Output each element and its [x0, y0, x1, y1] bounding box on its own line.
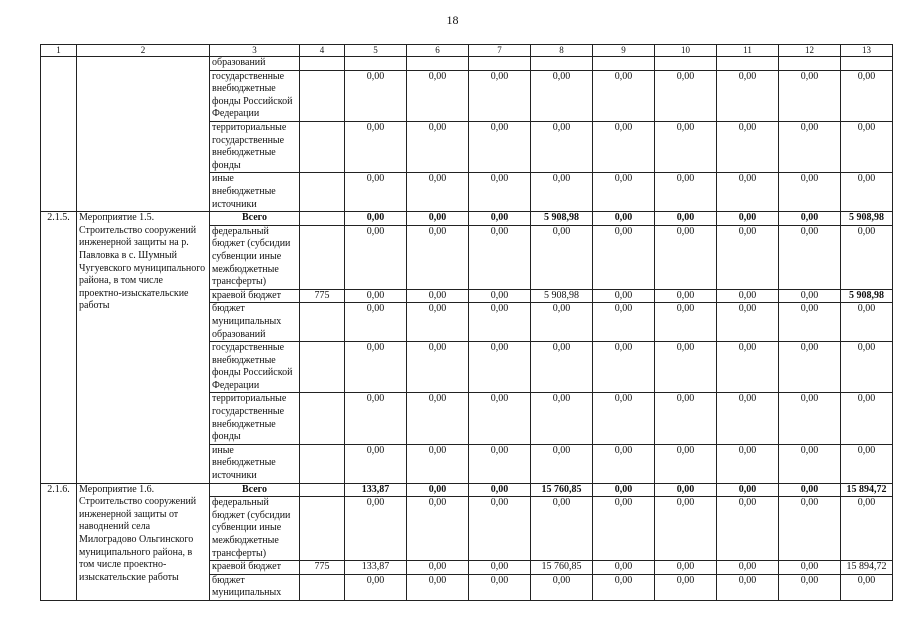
amount-cell: 0,00 [407, 121, 469, 172]
column-number: 3 [210, 45, 300, 57]
amount-cell: 0,00 [717, 444, 779, 483]
budget-code [300, 574, 345, 600]
amount-cell: 0,00 [469, 483, 531, 497]
amount-cell: 5 908,98 [841, 289, 893, 303]
amount-cell: 0,00 [779, 173, 841, 212]
amount-cell: 0,00 [779, 497, 841, 561]
amount-cell: 0,00 [531, 70, 593, 121]
amount-cell: 0,00 [469, 173, 531, 212]
budget-code [300, 393, 345, 444]
amount-cell: 0,00 [593, 574, 655, 600]
amount-cell: 0,00 [779, 444, 841, 483]
funding-source: бюджет муниципальных [210, 574, 300, 600]
amount-cell: 0,00 [531, 574, 593, 600]
amount-cell: 0,00 [779, 225, 841, 289]
column-number: 11 [717, 45, 779, 57]
amount-cell: 0,00 [717, 173, 779, 212]
amount-cell: 0,00 [841, 497, 893, 561]
amount-cell: 0,00 [779, 303, 841, 342]
column-number: 4 [300, 45, 345, 57]
budget-code [300, 70, 345, 121]
amount-cell: 0,00 [717, 574, 779, 600]
amount-cell: 0,00 [593, 303, 655, 342]
amount-cell: 5 908,98 [841, 212, 893, 226]
item-name: Мероприятие 1.5. Строительство сооружений инженерной защиты на р. Павловка в с. Шумный Чугуевского муниципального района, в том числе проектно-изыскательские работы [77, 212, 210, 484]
amount-cell: 0,00 [841, 342, 893, 393]
amount-cell: 0,00 [655, 70, 717, 121]
amount-cell: 0,00 [655, 393, 717, 444]
amount-cell: 0,00 [717, 212, 779, 226]
amount-cell: 0,00 [593, 497, 655, 561]
amount-cell [779, 57, 841, 71]
column-number: 7 [469, 45, 531, 57]
column-number: 10 [655, 45, 717, 57]
amount-cell: 0,00 [593, 393, 655, 444]
amount-cell: 0,00 [469, 444, 531, 483]
budget-code [300, 497, 345, 561]
amount-cell: 0,00 [345, 303, 407, 342]
amount-cell: 0,00 [717, 70, 779, 121]
amount-cell [841, 57, 893, 71]
amount-cell: 0,00 [655, 121, 717, 172]
amount-cell: 0,00 [655, 303, 717, 342]
item-name [77, 57, 210, 212]
amount-cell: 0,00 [655, 212, 717, 226]
funding-source: краевой бюджет [210, 289, 300, 303]
amount-cell: 0,00 [655, 574, 717, 600]
amount-cell: 0,00 [841, 574, 893, 600]
amount-cell: 0,00 [841, 121, 893, 172]
amount-cell: 0,00 [779, 289, 841, 303]
budget-code: 775 [300, 561, 345, 575]
amount-cell [469, 57, 531, 71]
amount-cell: 0,00 [593, 121, 655, 172]
amount-cell: 0,00 [345, 444, 407, 483]
amount-cell: 5 908,98 [531, 212, 593, 226]
amount-cell: 0,00 [779, 393, 841, 444]
amount-cell: 0,00 [841, 444, 893, 483]
amount-cell: 0,00 [345, 574, 407, 600]
amount-cell: 0,00 [779, 574, 841, 600]
budget-code [300, 342, 345, 393]
amount-cell: 0,00 [841, 393, 893, 444]
table-row [41, 212, 893, 226]
amount-cell [593, 57, 655, 71]
amount-cell: 0,00 [655, 289, 717, 303]
funding-source: государственные внебюджетные фонды Российской Федерации [210, 70, 300, 121]
amount-cell: 0,00 [345, 212, 407, 226]
amount-cell: 15 894,72 [841, 483, 893, 497]
amount-cell: 0,00 [531, 121, 593, 172]
budget-code [300, 225, 345, 289]
amount-cell: 0,00 [469, 497, 531, 561]
amount-cell: 0,00 [407, 289, 469, 303]
column-number: 13 [841, 45, 893, 57]
amount-cell [717, 57, 779, 71]
amount-cell: 15 760,85 [531, 561, 593, 575]
amount-cell: 0,00 [655, 561, 717, 575]
amount-cell: 0,00 [531, 303, 593, 342]
table-row [41, 57, 893, 71]
amount-cell: 0,00 [407, 303, 469, 342]
amount-cell: 0,00 [717, 342, 779, 393]
item-code: 2.1.6. [41, 483, 77, 600]
amount-cell: 0,00 [407, 444, 469, 483]
funding-source: образований [210, 57, 300, 71]
budget-code [300, 173, 345, 212]
amount-cell: 0,00 [655, 173, 717, 212]
funding-source: краевой бюджет [210, 561, 300, 575]
amount-cell: 0,00 [407, 497, 469, 561]
budget-code [300, 212, 345, 226]
column-number: 12 [779, 45, 841, 57]
amount-cell: 0,00 [469, 212, 531, 226]
amount-cell: 0,00 [593, 173, 655, 212]
funding-source: Всего [210, 483, 300, 497]
amount-cell: 0,00 [779, 70, 841, 121]
amount-cell: 0,00 [531, 173, 593, 212]
amount-cell: 0,00 [531, 342, 593, 393]
column-number-row [41, 45, 893, 57]
item-name: Мероприятие 1.6. Строительство сооружений инженерной защиты от наводнений села Милоградово Ольгинского муниципального района, в том числе проектно-изыскательские работы [77, 483, 210, 600]
amount-cell: 0,00 [717, 561, 779, 575]
column-number: 8 [531, 45, 593, 57]
amount-cell: 0,00 [469, 121, 531, 172]
funding-source: территориальные государственные внебюджетные фонды [210, 121, 300, 172]
table-row [41, 483, 893, 497]
amount-cell: 0,00 [469, 393, 531, 444]
amount-cell: 133,87 [345, 561, 407, 575]
amount-cell: 0,00 [655, 497, 717, 561]
amount-cell: 0,00 [593, 212, 655, 226]
amount-cell [531, 57, 593, 71]
page-number: 18 [446, 13, 459, 27]
amount-cell: 0,00 [779, 121, 841, 172]
amount-cell: 0,00 [469, 70, 531, 121]
amount-cell: 0,00 [655, 483, 717, 497]
column-number: 2 [77, 45, 210, 57]
amount-cell: 0,00 [407, 393, 469, 444]
amount-cell: 0,00 [593, 225, 655, 289]
amount-cell: 0,00 [593, 444, 655, 483]
amount-cell: 15 760,85 [531, 483, 593, 497]
amount-cell: 0,00 [593, 342, 655, 393]
amount-cell: 0,00 [469, 289, 531, 303]
amount-cell: 0,00 [407, 225, 469, 289]
amount-cell: 0,00 [531, 393, 593, 444]
budget-code [300, 444, 345, 483]
amount-cell: 0,00 [779, 483, 841, 497]
funding-source: государственные внебюджетные фонды Российской Федерации [210, 342, 300, 393]
amount-cell: 0,00 [593, 70, 655, 121]
amount-cell: 0,00 [407, 70, 469, 121]
budget-code: 775 [300, 289, 345, 303]
amount-cell: 0,00 [345, 497, 407, 561]
amount-cell: 0,00 [841, 70, 893, 121]
amount-cell: 0,00 [407, 173, 469, 212]
funding-source: территориальные государственные внебюджетные фонды [210, 393, 300, 444]
amount-cell: 0,00 [841, 173, 893, 212]
amount-cell: 0,00 [345, 225, 407, 289]
amount-cell [345, 57, 407, 71]
amount-cell: 0,00 [469, 225, 531, 289]
amount-cell: 0,00 [841, 303, 893, 342]
budget-code [300, 483, 345, 497]
amount-cell: 0,00 [655, 444, 717, 483]
amount-cell: 0,00 [469, 574, 531, 600]
amount-cell: 0,00 [345, 121, 407, 172]
column-number: 5 [345, 45, 407, 57]
amount-cell: 0,00 [407, 574, 469, 600]
column-number: 1 [41, 45, 77, 57]
amount-cell [655, 57, 717, 71]
amount-cell: 0,00 [531, 225, 593, 289]
amount-cell: 0,00 [717, 121, 779, 172]
budget-code [300, 121, 345, 172]
amount-cell: 0,00 [841, 225, 893, 289]
amount-cell: 0,00 [655, 342, 717, 393]
amount-cell: 0,00 [779, 212, 841, 226]
amount-cell: 0,00 [407, 483, 469, 497]
amount-cell [407, 57, 469, 71]
funding-source: иные внебюджетные источники [210, 444, 300, 483]
amount-cell: 0,00 [469, 303, 531, 342]
amount-cell: 5 908,98 [531, 289, 593, 303]
column-number: 6 [407, 45, 469, 57]
table-body [41, 45, 893, 601]
amount-cell: 0,00 [531, 444, 593, 483]
budget-code [300, 303, 345, 342]
amount-cell: 0,00 [345, 173, 407, 212]
amount-cell: 0,00 [717, 497, 779, 561]
amount-cell: 0,00 [717, 289, 779, 303]
amount-cell: 0,00 [655, 225, 717, 289]
amount-cell: 0,00 [717, 393, 779, 444]
funding-source: федеральный бюджет (субсидии субвенции иные межбюджетные трансферты) [210, 497, 300, 561]
item-code [41, 57, 77, 212]
funding-source: бюджет муниципальных образований [210, 303, 300, 342]
item-code: 2.1.5. [41, 212, 77, 484]
amount-cell: 0,00 [593, 289, 655, 303]
amount-cell: 0,00 [717, 303, 779, 342]
amount-cell: 0,00 [345, 70, 407, 121]
funding-source: иные внебюджетные источники [210, 173, 300, 212]
funding-source: Всего [210, 212, 300, 226]
amount-cell: 0,00 [593, 561, 655, 575]
amount-cell: 0,00 [779, 561, 841, 575]
amount-cell: 0,00 [469, 342, 531, 393]
amount-cell: 0,00 [407, 212, 469, 226]
amount-cell: 0,00 [345, 289, 407, 303]
column-number: 9 [593, 45, 655, 57]
budget-code [300, 57, 345, 71]
funding-source: федеральный бюджет (субсидии субвенции иные межбюджетные трансферты) [210, 225, 300, 289]
amount-cell: 0,00 [407, 561, 469, 575]
amount-cell: 0,00 [531, 497, 593, 561]
amount-cell: 0,00 [345, 342, 407, 393]
amount-cell: 0,00 [345, 393, 407, 444]
amount-cell: 0,00 [717, 483, 779, 497]
amount-cell: 0,00 [593, 483, 655, 497]
amount-cell: 0,00 [779, 342, 841, 393]
amount-cell: 15 894,72 [841, 561, 893, 575]
amount-cell: 0,00 [717, 225, 779, 289]
amount-cell: 0,00 [407, 342, 469, 393]
budget-table [40, 44, 893, 601]
amount-cell: 133,87 [345, 483, 407, 497]
amount-cell: 0,00 [469, 561, 531, 575]
